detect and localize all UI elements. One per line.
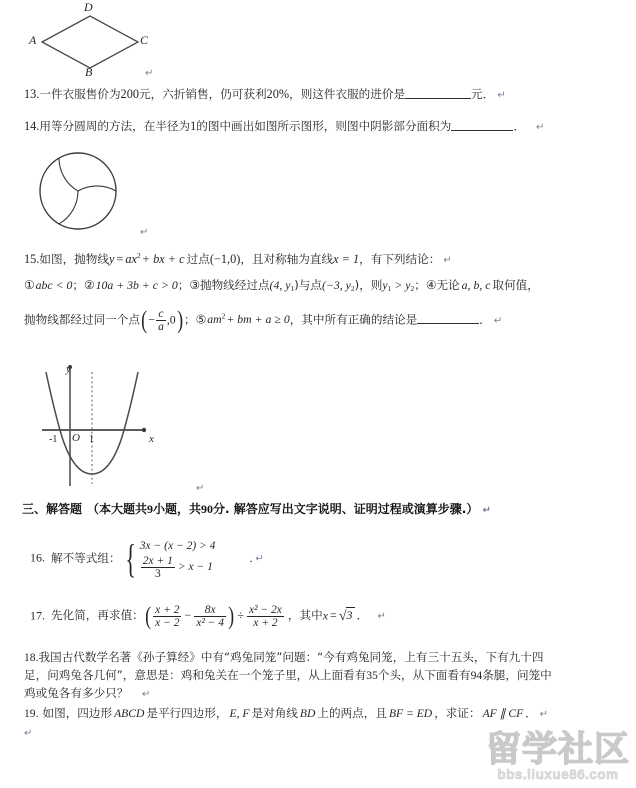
- q17-frac3-den: x + 2: [247, 616, 284, 629]
- x-tick-label-neg1: -1: [49, 434, 58, 445]
- q15-conclusion-1-marker: ①: [24, 278, 35, 292]
- q15-conclusion-1: abc < 0: [35, 278, 73, 292]
- paragraph-mark: ↵: [255, 553, 264, 565]
- q15-conclusion-5-marker: ⑤: [195, 312, 207, 327]
- q18-text-line-3: 鸡或兔各有多少只？: [24, 686, 129, 700]
- q15-c3-cmp-gt: > y: [391, 278, 411, 292]
- q19-points-ef: E, F: [229, 707, 250, 720]
- q16-inequality-2: [140, 555, 216, 580]
- rhombus-label-C: C: [140, 33, 149, 47]
- q15-c4-text: 无论: [436, 278, 460, 292]
- q18-value-heads: 35: [366, 669, 378, 682]
- q19-diagonal-bd: BD: [299, 707, 316, 720]
- q19-text-6: ．: [525, 707, 537, 720]
- q15-axis: x = 1: [333, 252, 360, 267]
- watermark-brand: 留学社区: [485, 730, 630, 770]
- q15-conclusion-3-text: 抛物线经过点: [199, 278, 270, 292]
- q15-c3-sub1: 1: [290, 284, 295, 293]
- paragraph-mark: ↵: [482, 505, 491, 516]
- question-18-line-3: [24, 686, 150, 702]
- q15-eq-rest: + bx + c: [141, 252, 185, 267]
- q15-frac-num-c: c: [158, 308, 164, 320]
- q16-tail: .: [249, 550, 253, 565]
- question-13: [24, 87, 506, 103]
- q16-frac-den: 3: [141, 567, 175, 580]
- watermark: [486, 731, 630, 782]
- q15-c5-rest: + bm + a ≥ 0: [226, 312, 290, 327]
- q13-number: 13.: [24, 87, 40, 101]
- question-16: 16. 解不等式组： { 3x − (x − 2) > 4 $\frac{2x + 1}{3}$ > x − 1 . ↵: [30, 535, 264, 581]
- question-18-line-2: [24, 668, 552, 683]
- paragraph-mark: ↵: [145, 68, 154, 79]
- rhombus-label-D: D: [84, 0, 93, 14]
- paragraph-mark: ↵: [497, 90, 506, 101]
- paragraph-mark: ↵: [493, 315, 503, 327]
- q15-c5-tail: ，其中所有正确的结论是: [289, 312, 418, 327]
- q17-condition-prefix: ，其中: [287, 608, 323, 623]
- q13-percent-sign: %: [278, 87, 290, 101]
- q17-frac1-num: x + 2: [155, 604, 180, 616]
- q18-text-line-1: 我国古代数学名著《孙子算经》中有“鸡兔同笼”问题：“今有鸡兔同笼，上有三十五头，下有九十四: [38, 650, 544, 664]
- q13-answer-blank: [405, 88, 471, 99]
- paragraph-mark: ↵: [539, 709, 549, 720]
- q15-point-zero: ,0: [166, 312, 176, 327]
- q15-frac-den-a: a: [158, 321, 164, 334]
- q19-number: 19.: [24, 707, 39, 720]
- q19-quad-name: ABCD: [114, 707, 145, 720]
- q15-conclusion-3-marker: ③: [189, 278, 200, 292]
- q15-point: (−1,0): [209, 252, 241, 267]
- q16-prompt: 解不等式组：: [51, 550, 121, 565]
- q18-text-line-2e: 条腿，问笼中: [482, 668, 552, 682]
- q17-condition-equals: =: [330, 608, 337, 623]
- question-15-conclusions-line-2: 抛物线都经过同一个点(− $\frac{c}{a}$ ,0)；$⑤am^2+$ bm + a ≥ 0，其中所有正确的结论是 ． ↵: [24, 307, 503, 335]
- q15-eq-y: y: [108, 252, 115, 267]
- rhombus-label-A: A: [29, 33, 37, 47]
- question-17: 17. 先化简，再求值：( $\frac{x + 2}{x - 2}$ − $\frac{8x}{\text{x² − 4}}$ ) ÷ $\frac{\text{x² − 2x}}{x + 2}$ ，其中x = √3 ． ↵: [30, 603, 386, 631]
- q15-c3-cmp-sub1: 1: [387, 284, 392, 293]
- section-detail-c: 分. 解答应写出文字说明、证明过程或演算步骤.）: [213, 502, 479, 516]
- q13-text-4: 元．: [471, 87, 495, 101]
- q17-tail: ．: [356, 608, 369, 623]
- q17-frac1-den: x − 2: [155, 617, 180, 630]
- q15-text-2: 过点: [186, 252, 210, 267]
- q15-c5-am: am: [207, 312, 222, 327]
- q19-condition: BF = ED: [388, 707, 433, 720]
- q13-text-3: ，则这件衣服的进价是: [289, 87, 406, 101]
- q17-frac3-num: x² − 2x: [248, 604, 282, 616]
- question-19: [24, 706, 548, 722]
- paragraph-mark: ↵: [142, 689, 151, 700]
- rhombus-label-B: B: [85, 65, 93, 79]
- q15-eq-equals: =: [116, 252, 124, 267]
- q19-text-3: 是对角线: [251, 706, 298, 720]
- q19-text-1: 如图，四边形: [42, 706, 113, 720]
- q14-number: 14.: [24, 119, 40, 133]
- paragraph-mark: ↵: [196, 483, 205, 494]
- q15-eq-ax: ax: [125, 252, 137, 267]
- paragraph-mark: ↵: [443, 255, 452, 267]
- q15-c3-cmp-y1: y: [382, 278, 388, 292]
- axis-label-origin: O: [72, 432, 80, 444]
- q15-c5-power: 2: [221, 311, 226, 321]
- watermark-url: bbs.liuxue86.com: [497, 767, 619, 782]
- paragraph-mark: ↵: [24, 728, 33, 739]
- sqrt-icon: √: [338, 609, 347, 625]
- q17-frac2-den: x² − 4: [196, 617, 225, 630]
- question-18-line-1: [24, 650, 543, 665]
- q16-frac-num: 2x + 1: [142, 554, 173, 567]
- q18-number: 18.: [24, 651, 39, 664]
- q13-value-price: 200: [120, 87, 139, 101]
- q17-minus-sign: −: [184, 608, 192, 623]
- q15-c3-mid: )与点: [294, 278, 322, 292]
- q15-c4-vars: a, b, c: [461, 278, 491, 292]
- q15-c3-then: )，则: [354, 278, 383, 292]
- q15-conclusion-4-marker: ④: [425, 278, 437, 292]
- section-title: 三、解答题: [22, 502, 83, 516]
- q18-text-line-2c: 个头，从下面看有: [377, 668, 471, 682]
- q19-text-5: ，求证：: [434, 706, 481, 720]
- figure-three-petal-circle: [33, 146, 137, 236]
- q13-value-profit: 20: [266, 87, 279, 101]
- question-14: [24, 119, 544, 135]
- x-tick-label-1: 1: [89, 434, 94, 445]
- q17-condition-var: x: [322, 608, 329, 623]
- section-count-points: 90: [201, 502, 214, 516]
- q13-text-1: 一件衣服售价为: [39, 87, 121, 101]
- q15-c3-sub2: 2: [350, 284, 355, 293]
- q16-inequality-2-rhs: > x − 1: [177, 560, 213, 573]
- q18-text-line-2a: 足，问鸡兔各几何”，意思是：鸡和兔关在一个笼子里，从上面看有: [24, 668, 367, 682]
- q15-c5-end: ．: [479, 312, 491, 327]
- axis-label-x: x: [149, 433, 154, 445]
- q15-conclusion-2: 10a + 3b + c > 0: [95, 278, 178, 292]
- q15-text-3: ，且对称轴为直线: [240, 252, 334, 267]
- axis-label-y: y: [66, 363, 71, 375]
- q15-c4-text2: 取何值，: [492, 278, 539, 292]
- q19-text-2: 是平行四边形，: [146, 706, 228, 720]
- section-heading-answer-questions: [22, 500, 491, 517]
- figure-parabola-graph: [32, 352, 202, 487]
- q16-number: 16.: [30, 550, 45, 565]
- q15-answer-blank: [417, 313, 479, 324]
- q15-line3-semi: ；: [184, 312, 196, 327]
- q15-c3-end: ；: [414, 278, 426, 292]
- q17-prompt: 先化简，再求值：: [51, 608, 144, 623]
- q14-text-1: 用等分圆周的方法，在半径为: [39, 119, 191, 133]
- figure-rhombus-abcd: [28, 2, 148, 80]
- q15-number: 15.: [24, 252, 40, 267]
- q15-c3-point2: (−3, y: [321, 278, 351, 292]
- question-15-line-1: [24, 248, 452, 268]
- q15-c3-point1: (4, y: [269, 278, 291, 292]
- q15-eq-power: 2: [136, 251, 141, 260]
- section-detail-b: 小题，共: [153, 502, 202, 516]
- question-15-conclusions-line: ①abc < 0；②10a + 3b + c > 0；③抛物线经过点(4, $y_1$)与点(−3, $y_2$)，则$y_1 > y_2$；④无论 a, b, c 取何值，: [24, 278, 539, 293]
- q15-neg-sign: −: [148, 312, 156, 327]
- q18-value-legs: 94: [470, 669, 483, 682]
- q17-number: 17.: [30, 608, 45, 623]
- q15-conclusion-2-marker: ②: [83, 278, 95, 292]
- q14-value-radius: 1: [190, 119, 197, 133]
- q17-divide-sign: ÷: [237, 608, 244, 623]
- q14-text-3: ．: [513, 119, 525, 133]
- q15-text-4: ，有下列结论：: [359, 252, 441, 267]
- q13-text-2: 元，六折销售，仍可获利: [139, 87, 267, 101]
- paragraph-mark: ↵: [140, 227, 149, 238]
- q15-line3-pre: 抛物线都经过同一个点: [24, 312, 140, 327]
- q14-answer-blank: [451, 120, 513, 131]
- section-count-questions: 9: [147, 502, 154, 516]
- q16-inequality-1: 3x − (x − 2) > 4: [139, 540, 216, 552]
- q19-text-4: 上的两点，且: [317, 706, 387, 720]
- q19-prove-statement: AF ∥ CF: [482, 707, 524, 720]
- section-detail-a: （本大题共: [87, 502, 148, 516]
- q15-c3-cmp-sub2: 2: [410, 284, 415, 293]
- q17-condition-value: 3: [346, 608, 353, 623]
- paragraph-mark: ↵: [377, 611, 386, 623]
- q17-frac2-num: 8x: [204, 604, 216, 616]
- paragraph-mark: ↵: [536, 122, 545, 133]
- q14-text-2: 的图中画出如图所示图形，则图中阴影部分面积为: [196, 119, 452, 133]
- q15-text-1: 如图，抛物线: [39, 252, 109, 267]
